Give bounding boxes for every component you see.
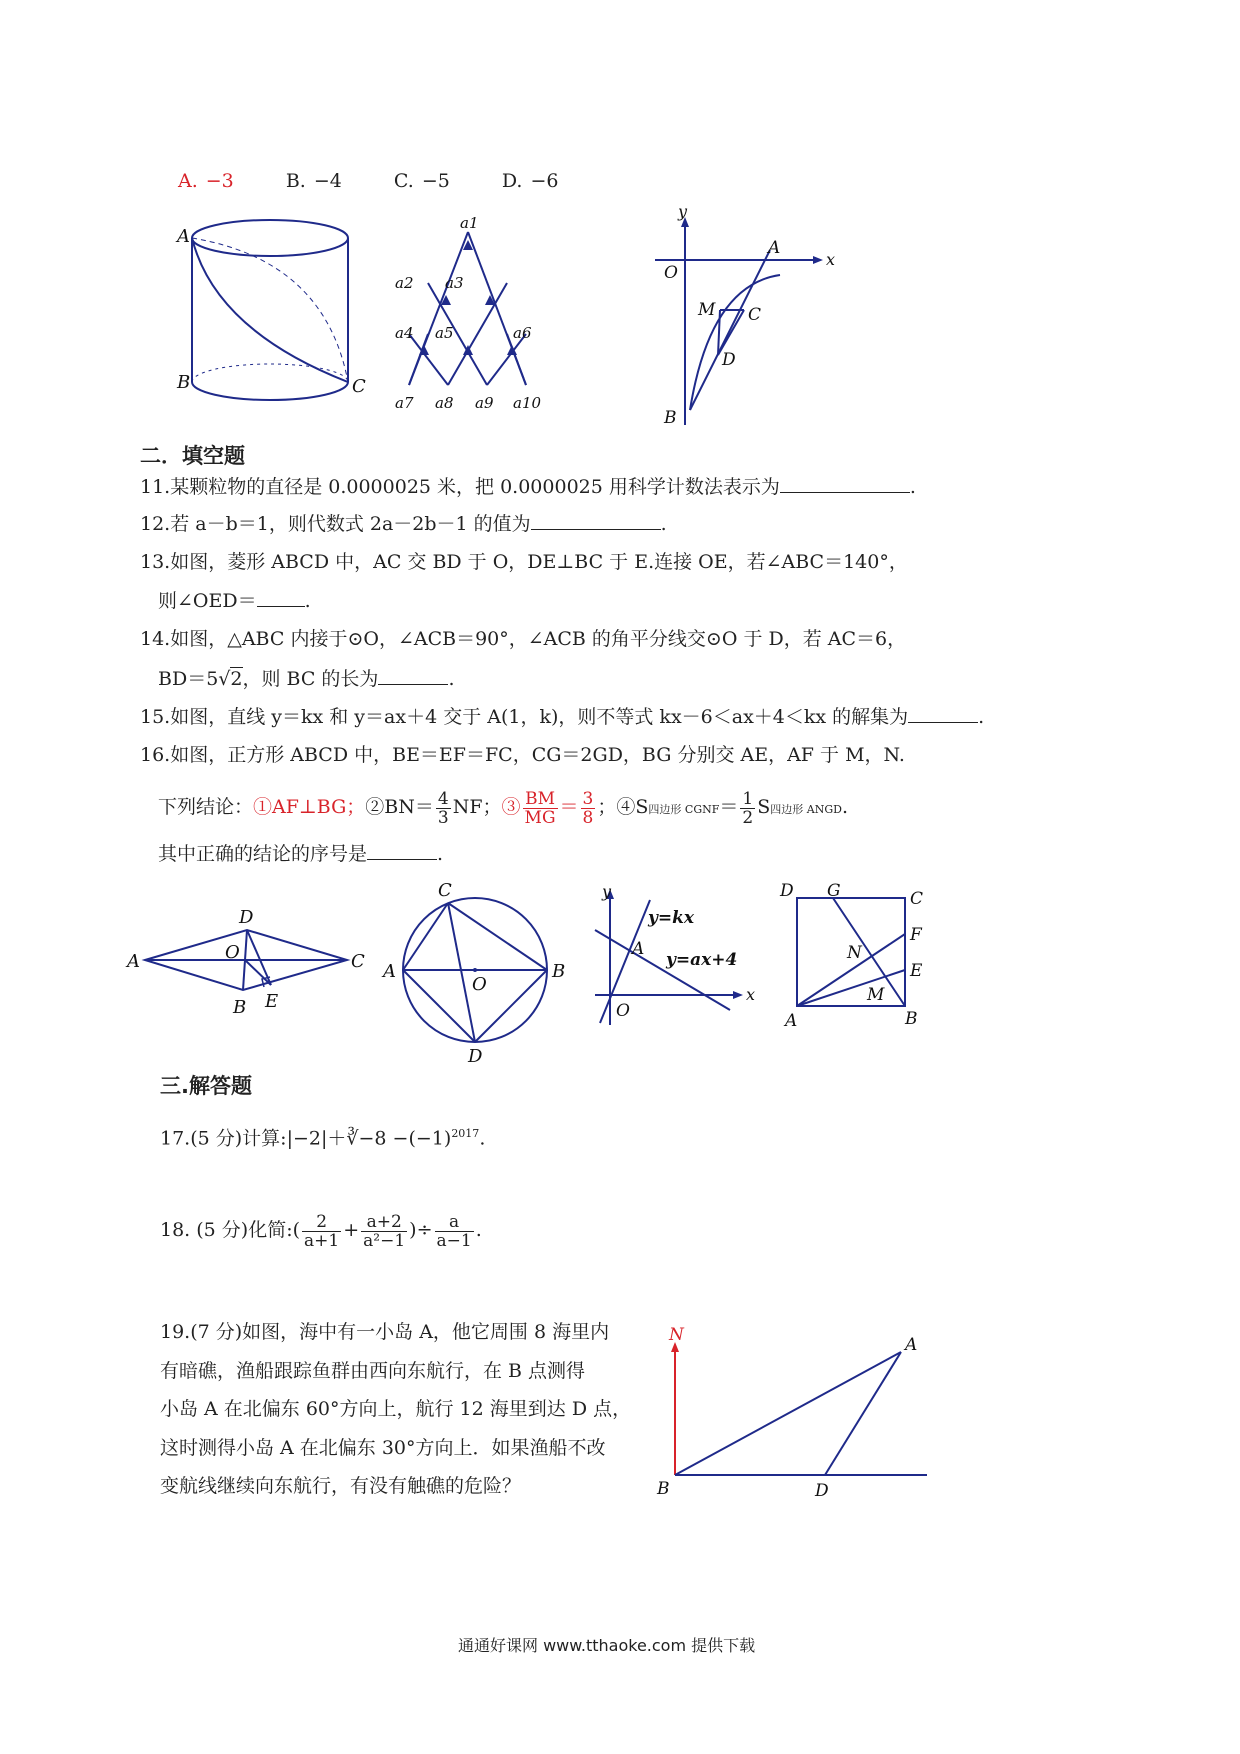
curve-label-a: A (768, 238, 781, 258)
lines-label-yax4: y=ax+4 (666, 950, 738, 970)
circle-label-b: B (552, 961, 566, 982)
cylinder-label-b: B (177, 372, 191, 393)
section-answer: 三.解答题 (160, 1074, 252, 1098)
square-label-a: A (785, 1011, 798, 1031)
square-label-f: F (910, 925, 922, 945)
rhombus-label-a: A (127, 951, 140, 972)
grid-label-a2: a2 (395, 274, 414, 292)
question-14-line2: BD＝5√2，则 BC 的长为 . (158, 668, 455, 690)
square-label-g: G (827, 881, 841, 901)
rhombus-label-e: E (265, 991, 279, 1012)
option-b-letter: B. (285, 170, 306, 192)
q16-c3-den2: 8 (582, 807, 594, 828)
grid-label-a9: a9 (475, 394, 494, 412)
q18-f1-den: a+1 (304, 1230, 340, 1251)
q16-c4a: ④S (616, 796, 649, 818)
question-19-line2: 有暗礁，渔船跟踪鱼群由西向东航行，在 B 点测得 (160, 1359, 586, 1382)
grid-label-a6: a6 (513, 324, 532, 342)
grid-label-a4: a4 (395, 324, 414, 342)
question-14-rest: ，则 BC 的长为 (242, 668, 379, 690)
q16-c3-num2: 3 (582, 788, 594, 809)
q18-f2-den: a²−1 (363, 1230, 406, 1251)
rhombus-label-c: C (351, 951, 365, 972)
grid-label-a8: a8 (435, 394, 454, 412)
q16-c3b: ＝ (559, 796, 579, 818)
q16-c4-den: 2 (742, 807, 754, 828)
option-a-letter: A. (178, 170, 198, 192)
question-17-label: 17.(5 分)计算: (160, 1127, 287, 1150)
cylinder-label-a: A (177, 226, 190, 247)
circle-label-a: A (383, 961, 396, 982)
q16-c2-den: 3 (437, 807, 449, 828)
q16-c4b: ＝ (719, 796, 739, 818)
rhombus-label-b: B (233, 997, 247, 1018)
option-d-letter: D. (501, 170, 523, 192)
nav-label-b: B (657, 1479, 670, 1499)
square-label-n: N (847, 943, 862, 963)
grid-label-a7: a7 (395, 394, 414, 412)
q16-conclusion-1: ①AF⊥BG； (253, 796, 366, 818)
triangle-grid-figure (395, 210, 555, 415)
grid-label-a5: a5 (435, 324, 454, 342)
q18-mid: )÷ (409, 1219, 433, 1241)
lines-axis-y: y (602, 882, 612, 901)
q16-c3c: ； (597, 796, 617, 818)
option-c-letter: C. (393, 170, 414, 192)
option-c-value: −5 (421, 170, 450, 192)
square-figure (775, 880, 935, 1040)
option-row (178, 170, 559, 192)
question-12-text: 12.若 a－b＝1，则代数式 2a－2b－1 的值为 (140, 513, 531, 535)
lines-label-ykx: y=kx (648, 908, 695, 928)
nav-label-n: N (669, 1325, 684, 1345)
curve-label-o: O (664, 263, 678, 283)
navigation-figure (655, 1320, 935, 1500)
lines-label-a: A (632, 939, 645, 959)
square-label-e: E (910, 961, 923, 981)
question-14-sqrt: 2 (230, 668, 243, 690)
q18-end: . (475, 1219, 482, 1241)
lines-label-o: O (616, 1001, 630, 1021)
curve-label-d: D (722, 350, 736, 370)
q16-c4-sub1: 四边形 CGNF (648, 803, 720, 816)
q16-prefix: 下列结论： (158, 796, 254, 818)
question-13-line1: 13.如图，菱形 ABCD 中，AC 交 BD 于 O，DE⊥BC 于 E.连接 OE，若∠ABC＝140°， (140, 551, 908, 573)
q16-c4d: . (841, 796, 848, 818)
square-label-m: M (867, 985, 885, 1005)
square-label-b: B (905, 1009, 918, 1029)
rhombus-label-d: D (239, 907, 254, 928)
question-19-line3: 小岛 A 在北偏东 60°方向上，航行 12 海里到达 D 点， (160, 1398, 632, 1420)
question-17-exp: 2017 (451, 1127, 480, 1140)
grid-label-a10: a10 (513, 394, 542, 412)
circle-figure (380, 880, 570, 1065)
circle-label-c: C (438, 880, 452, 901)
option-d-value: −6 (530, 170, 559, 192)
question-16-line2 (158, 783, 848, 834)
question-14-line1: 14.如图，△ABC 内接于⊙O，∠ACB＝90°，∠ACB 的角平分线交⊙O 于 D，若 AC＝6， (140, 628, 907, 650)
q18-plus: + (343, 1219, 360, 1241)
question-19-line4: 这时测得小岛 A 在北偏东 30°方向上．如果渔船不改 (160, 1436, 606, 1459)
question-17 (160, 1122, 485, 1150)
question-14-bd: BD＝5 (158, 668, 219, 690)
section-fill-blank: 二．填空题 (140, 444, 245, 468)
question-18-label: 18. (5 分)化简:( (160, 1219, 301, 1241)
q18-f3-num: a (435, 1213, 474, 1232)
curve-axis-y: y (678, 202, 688, 221)
q18-f1-num: 2 (302, 1213, 341, 1232)
q16-c3-den: MG (524, 807, 556, 828)
rhombus-label-o: O (225, 942, 240, 963)
q16-conclusion-2b: NF； (452, 796, 502, 818)
curve-label-c: C (748, 305, 762, 325)
circle-label-o: O (472, 974, 487, 995)
grid-label-a3: a3 (445, 274, 464, 292)
q16-c2-num: 4 (437, 788, 449, 809)
q16-c4c: S (757, 796, 771, 818)
q16-c4-num: 1 (742, 788, 754, 809)
lines-axis-x: x (746, 985, 756, 1004)
cylinder-figure (175, 210, 366, 405)
nav-label-a: A (905, 1335, 918, 1355)
question-13-line2: 则∠OED＝ . (158, 590, 311, 612)
question-11: 11.某颗粒物的直径是 0.0000025 米，把 0.0000025 用科学计数法表示为 . (140, 476, 916, 498)
question-15: 15.如图，直线 y＝kx 和 y＝ax＋4 交于 A(1，k)，则不等式 kx－6＜ax＋4＜kx 的解集为 . (140, 706, 985, 728)
question-16-line3: 其中正确的结论的序号是 . (158, 843, 444, 865)
q16-c3a: ③ (501, 796, 521, 818)
question-12: 12.若 a－b＝1，则代数式 2a－2b－1 的值为 . (140, 513, 667, 535)
lines-figure (590, 882, 760, 1030)
question-13-line2-text: 则∠OED＝ (158, 590, 257, 612)
question-17-end: . (479, 1127, 486, 1150)
option-a-value: −3 (205, 170, 234, 192)
q16-c3-num: BM (523, 790, 558, 809)
curve-figure (650, 202, 840, 430)
q18-f2-num: a+2 (361, 1213, 407, 1232)
option-b-value: −4 (313, 170, 342, 192)
cylinder-label-c: C (352, 376, 366, 397)
question-16-line3-text: 其中正确的结论的序号是 (158, 843, 368, 865)
q16-conclusion-2a: ②BN＝ (365, 796, 434, 818)
rhombus-figure (125, 895, 365, 1030)
question-16-line1: 16.如图，正方形 ABCD 中，BE＝EF＝FC，CG＝2GD，BG 分别交 AE，AF 于 M，N. (140, 744, 905, 766)
curve-axis-x: x (826, 250, 836, 269)
square-label-c: C (910, 889, 924, 909)
question-18 (160, 1205, 482, 1255)
question-17-expr: |−2|＋∛−8 −(−1) (286, 1127, 452, 1150)
nav-label-d: D (815, 1481, 829, 1501)
question-19 (160, 1313, 631, 1506)
grid-label-a1: a1 (460, 214, 479, 232)
question-19-line1: 19.(7 分)如图，海中有一小岛 A，他它周围 8 海里内 (160, 1321, 610, 1343)
curve-label-b: B (664, 408, 677, 428)
question-11-text: 11.某颗粒物的直径是 0.0000025 米，把 0.0000025 用科学计数法表示为 (140, 476, 780, 498)
question-19-line5: 变航线继续向东航行，有没有触礁的危险？ (160, 1475, 522, 1497)
q16-c4-sub2: 四边形 ANGD (770, 803, 842, 816)
circle-label-d: D (468, 1046, 483, 1067)
square-label-d: D (780, 881, 794, 901)
question-15-text: 15.如图，直线 y＝kx 和 y＝ax＋4 交于 A(1，k)，则不等式 kx－6＜ax＋4＜kx 的解集为 (140, 706, 909, 728)
q16-conclusion-3 (501, 788, 598, 828)
curve-label-m: M (698, 300, 716, 320)
page-footer: 通通好课网 www.tthaoke.com 提供下载 (458, 1636, 756, 1655)
q18-f3-den: a−1 (436, 1230, 472, 1251)
